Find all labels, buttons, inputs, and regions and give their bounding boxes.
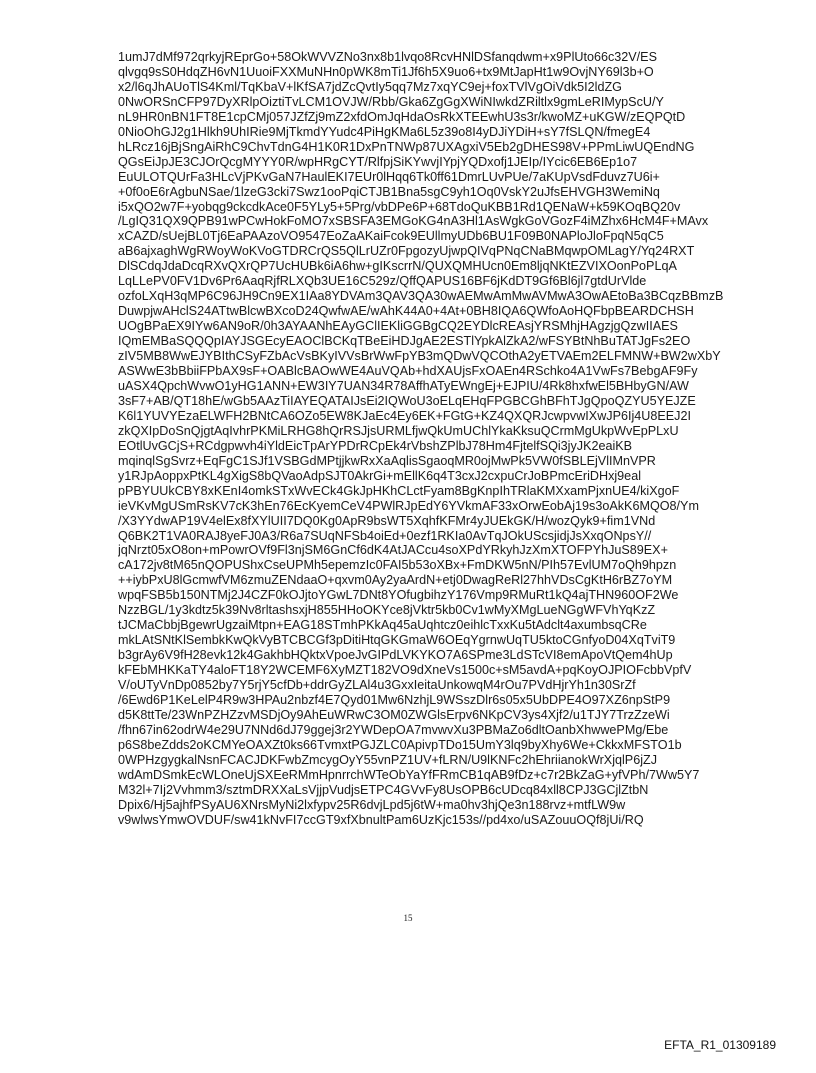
- text-line: p6S8beZdds2oKCMYeOAXZt0ks66TvmxtPGJZLC0ApivpTDo15UmY3lq9byXhy6We+CkkxMFSTO1b: [118, 737, 682, 752]
- text-line: hLRcz16jBjSngAiRhC9ChvTdnG4H1K0R1DxPnTNWp87UXAgxiV5Eb2gDHES98V+PPmLiwUQEndNG: [118, 139, 695, 154]
- text-line: jqNrzt05xO8on+mPowrOVf9Fl3njSM6GnCf6dK4AtJACcu4soXPdYRkyhJzXmXTOFPYhJuS89EX+: [118, 543, 668, 558]
- text-line: Q6BK2T1VA0RAJ8yeFJ0A3/R6a7SUqNFSb4oiEd+0ezf1RKIa0AvTqJOkUScsjidjJsXxqONpsY//: [118, 528, 652, 543]
- text-line: ozfoLXqH3qMP6C96JH9Cn9EX1IAa8YDVAm3QAV3QA30wAEMwAmMwAVMwA3OwAEtoBa3BCqzBBmzB: [118, 289, 724, 304]
- text-line: wdAmDSmkEcWLOneUjSXEeRMmHpnrrchWTeObYaYfFRmCB1qAB9fDz+c7r2BkZaG+yfVPh/7Ww5Y7: [118, 767, 700, 782]
- text-line: b3grAy6V9fH28evk12k4GakhbHQktxVpoeJvGIPdLVKYKO7A6SPme3LdSTcVI8emApoVtQem4hUp: [118, 648, 673, 663]
- text-line: /6Ewd6P1KeLelP4R9w3HPAu2nbzf4E7Qyd01Mw6NzhjL9WSszDlr6s05x5UbDPE4O97XZ6npStP9: [118, 692, 671, 707]
- text-line: V/oUTyVnDp0852by7Y5rjY5cfDb+ddrGyZLAl4u3GxxIeitaUnkowqM4rOu7PVdHjrYh1n30SrZf: [118, 678, 636, 693]
- text-line: wpqFSB5b150NTMj2J4CZF0kOJjtoYGwL7DNt8YOfugbihzY176Vmp9RMuRt1kQ4ajTHN960OF2We: [118, 588, 679, 603]
- text-line: K6l1YUVYEzaELWFH2BNtCA6OZo5EW8KJaEc4Ey6EK+FGtG+KZ4QXQRJcwpvwIXwJP6Ij4U8EEJ2I: [118, 408, 691, 423]
- text-line: zIV5MB8WwEJYBIthCSyFZbAcVsBKyIVVsBrWwFpYB3mQDwVQCOthA2yETVAEm2ELFMNW+BW2wXbY: [118, 349, 721, 364]
- text-line: NzzBGL/1y3kdtz5k39Nv8rltashsxjH855HHoOKYce8jVktr5kb0Cv1wMyXMgLueNGgWFVhYqKzZ: [118, 603, 656, 618]
- text-line: 0NioOhGJ2g1Hlkh9UhIRie9MjTkmdYYudc4PiHgKMa6L5z39o8I4yDJiYDiH+sY7fSLQN/fmegE4: [118, 124, 651, 139]
- text-line: pPBYUUkCBY8xKEnI4omkSTxWvECk4GkJpHKhCLctFyam8BgKnpIhTRlaKMXxamPjxnUE4/kiXgoF: [118, 483, 680, 498]
- text-line: v9wlwsYmwOVDUF/sw41kNvFI7ccGT9xfXbnultPam6UzKjc153s//pd4xo/uSAZouuOQf8jUi/RQ: [118, 812, 644, 827]
- text-line: /fhn67in62odrW4e29U7NNd6dJ79ggej3r2YWDepOA7mvwvXu3PBMaZo6dltOanbXhwwePMg/Ebe: [118, 722, 669, 737]
- text-line: mkLAtSNtKlSembkKwQkVyBTCBCGf3pDitiHtqGKGmaW6OEqYgrnwUqTU5ktoCGnfyoD04XqTviT9: [118, 633, 676, 648]
- text-line: i5xQO2w7F+yobqg9ckcdkAce0F5YLy5+5Prg/vbDPe6P+68TdoQuKBB1Rd1QENaW+k59KOqBQ20v: [118, 199, 681, 214]
- text-line: 3sF7+AB/QT18hE/wGb5AAzTiIAYEQATAIJsEi2IQWoU3oELqEHqFPGBCGhBFhTJgQpoQZYU5YEJZE: [118, 393, 696, 408]
- text-line: /LgIQ31QX9QPB91wPCwHokFoMO7xSBSFA3EMGoKG4nA3Hl1AsWgkGoVGozF4iMZhx6HcM4F+MAvx: [118, 214, 709, 229]
- text-line: ieVKvMgUSmRsKV7cK3hEn76EcKyemCeV4PWlRJpEdY6YVkmAF33xOrwEobAj19s3oAkK6MQO8/Ym: [118, 498, 699, 513]
- text-line: x2/l6qJhAUoTlS4Kml/TqKbaV+lKfSA7jdZcQvtIy5qq7Mz7xqYC9ej+foxTVlVgOiVdk5I2ldZG: [118, 79, 622, 94]
- text-line: kFEbMHKKaTY4aloFT18Y2WCEMF6XyMZT182VO9dXneVs1500c+sM5avdA+pqKoyOJPIOFcbbVpfV: [118, 663, 692, 678]
- text-line: DlSCdqJdaDcqRXvQXrQP7UcHUBk6iA6hw+gIKscrrN/QUXQMHUcn0Em8ljqNKtEZVIXOonPoPLqA: [118, 259, 677, 274]
- page-number: 15: [403, 913, 413, 923]
- text-line: UOgBPaEX9IYw6AN9oR/0h3AYAANhEAyGClIEKliGGBgCQ2EYDlcREAsjYRSMhjHAgzjgQzwIIAES: [118, 319, 678, 334]
- encoded-text-block: [118, 50, 758, 828]
- text-line: M32l+7Ij2Vvhmm3/sztmDRXXaLsVjjpVudjsETPC4GVvFy8UsOPB6cUDcq84xll8CPJ3GCjlZtbN: [118, 782, 649, 797]
- document-id-stamp: EFTA_R1_01309189: [664, 1038, 776, 1052]
- text-line: ASWwE3bBbiiFPbAX9sF+OABlcBAOwWE4AuVQAb+hdXAUjsFxOAEn4RSchko4A1VwFs7BebgAF9Fy: [118, 364, 698, 379]
- text-line: zkQXIpDoSnQjgtAqIvhrPKMiLRHG8hQrRSJjsURMLfjwQkUmUChlYkaKksuQCrmMgUkpWvEpPLxU: [118, 423, 679, 438]
- text-line: +0f0oE6rAgbuNSae/1lzeG3cki7Swz1ooPqiCTJB1Bna5sgC9yh1Oq0VskY2uJfsEHVGH3WemiNq: [118, 184, 660, 199]
- text-line: aB6ajxaghWgRWoyWoKVoGTDRCrQS5QlLrUZr0FpgozyUjwpQIVqPNqCNaBMqwpOMLagY/Yq24RXT: [118, 244, 695, 259]
- text-line: tJCMaCbbjBgewrUgzaiMtpn+EAG18STmhPKkAq45aUqhtcz0eihlcTxxKu5tAdclt4axumbsqCRe: [118, 618, 647, 633]
- text-line: d5K8ttTe/23WnPZHZzvMSDjOy9AhEuWRwC3OM0ZWGlsErpv6NKpCV3ys4Xjf2/u1TJY7TrzZzeWi: [118, 707, 670, 722]
- text-line: mqinqlSgSvrz+EqFgC1SJf1VSBGdMPtjjkwRxXaAqlisSgaoqMR0ojMwPk5VW0fSBLEjVlIMnVPR: [118, 453, 656, 468]
- text-line: ++iybPxU8lGcmwfVM6zmuZENdaaO+qxvm0Ay2yaArdN+etj0DwagReRl27hhVDsCgKtH6rBZ7oYM: [118, 573, 673, 588]
- text-line: LqLLePV0FV1Dv6Pr6AaqRjfRLXQb3UE16C529z/QffQAPUS16BF6jKdDT9Gf6Bl6jl7gtdUrVlde: [118, 274, 647, 289]
- text-line: 0WPHzgygkalNsnFCACJDKFwbZmcygOyY55vnPZ1UV+fLRN/U9lKNFc2hEhriianokWrXjqlP6jZJ: [118, 752, 658, 767]
- text-line: IQmEMBaSQQQpIAYJSGEcyEAOClBCKqTBeEiHDJgAE2ESTlYpkAlZkA2/wFSYBtNhBuTATJgFs2EO: [118, 334, 691, 349]
- text-line: xCAZD/sUejBL0Tj6EaPAAzoVO9547EoZaAKaiFcok9EUllmyUDb6BU1F09B0NAPloJloFpqN5qC5: [118, 229, 664, 244]
- text-line: y1RJpAoppxPtKL4gXigS8bQVaoAdpSJT0AkrGi+mEllK6q4T3cxJ2cxpuCrJoBPmcEriDHxj9eal: [118, 468, 641, 483]
- text-line: QGsEiJpJE3CJOrQcgMYYY0R/wpHRgCYT/RlfpjSiKYwvjIYpjYQDxofj1JEIp/IYcic6EB6Ep1o7: [118, 154, 638, 169]
- text-line: nL9HR0nBN1FT8E1cpCMj057JZfZj9mZ2xfdOmJqHdaOsRkXTEEwhU3s3r/kwoMZ+uKGW/zEQPQtD: [118, 109, 686, 124]
- text-line: EOtlUvGCjS+RCdgpwvh4iYldEicTpArYPDrRCpEk4rVbshZPlbJ78Hm4FjtelfSQi3jyJK2eaiKB: [118, 438, 633, 453]
- text-line: Dpix6/Hj5ajhfPSyAU6XNrsMyNi2lxfypv25R6dvjLpd5j6tW+ma0hv3hjQe3n188rvz+mtfLW9w: [118, 797, 626, 812]
- text-line: 1umJ7dMf972qrkyjREprGo+58OkWVVZNo3nx8b1lvqo8RcvHNlDSfanqdwm+x9PlUto66c32V/ES: [118, 50, 657, 64]
- text-line: DuwpjwAHclS24ATtwBlcwBXcoD24QwfwAE/wAhK44A0+4At+0BH8IQA6QWfoAoHQFbpBEARDCHSH: [118, 304, 694, 319]
- text-line: 0NwORSnCFP97DyXRlpOiztiTvLCM1OVJW/Rbb/Gka6ZgGgXWiNIwkdZRiltlx9gmLeRIMypScU/Y: [118, 94, 664, 109]
- text-line: cA172jv8tM65nQOPUShxCseUPMh5epemzIc0FAI5b53oXBx+FmDKW5nN/PIh57EvlUM7oQh9hpzn: [118, 558, 677, 573]
- text-line: uASX4QpchWvwO1yHG1ANN+EW3IY7UAN34R78AffhATyEWngEj+EJPIU/4Rk8hxfwEl5BHbyGN/AW: [118, 378, 689, 393]
- text-line: EuULOTQUrFa3HLcVjPKvGaN7HaulEKI7EUr0lHqq6Tk0ff61DmrLUvPUe/7aKUpVsdFduvz7U6i+: [118, 169, 660, 184]
- text-line: qlvgq9sS0HdqZH6vN1UuoiFXXMuNHn0pWK8mTi1Jf6h5X9uo6+tx9MtJapHt1w9OvjNY69l3b+O: [118, 64, 654, 79]
- text-line: /X3YYdwAP19V4elEx8fXYlUII7DQ0Kg0ApR9bsWT5XqhfKFMr4yJUEkGK/H/wozQyk9+fim1VNd: [118, 513, 656, 528]
